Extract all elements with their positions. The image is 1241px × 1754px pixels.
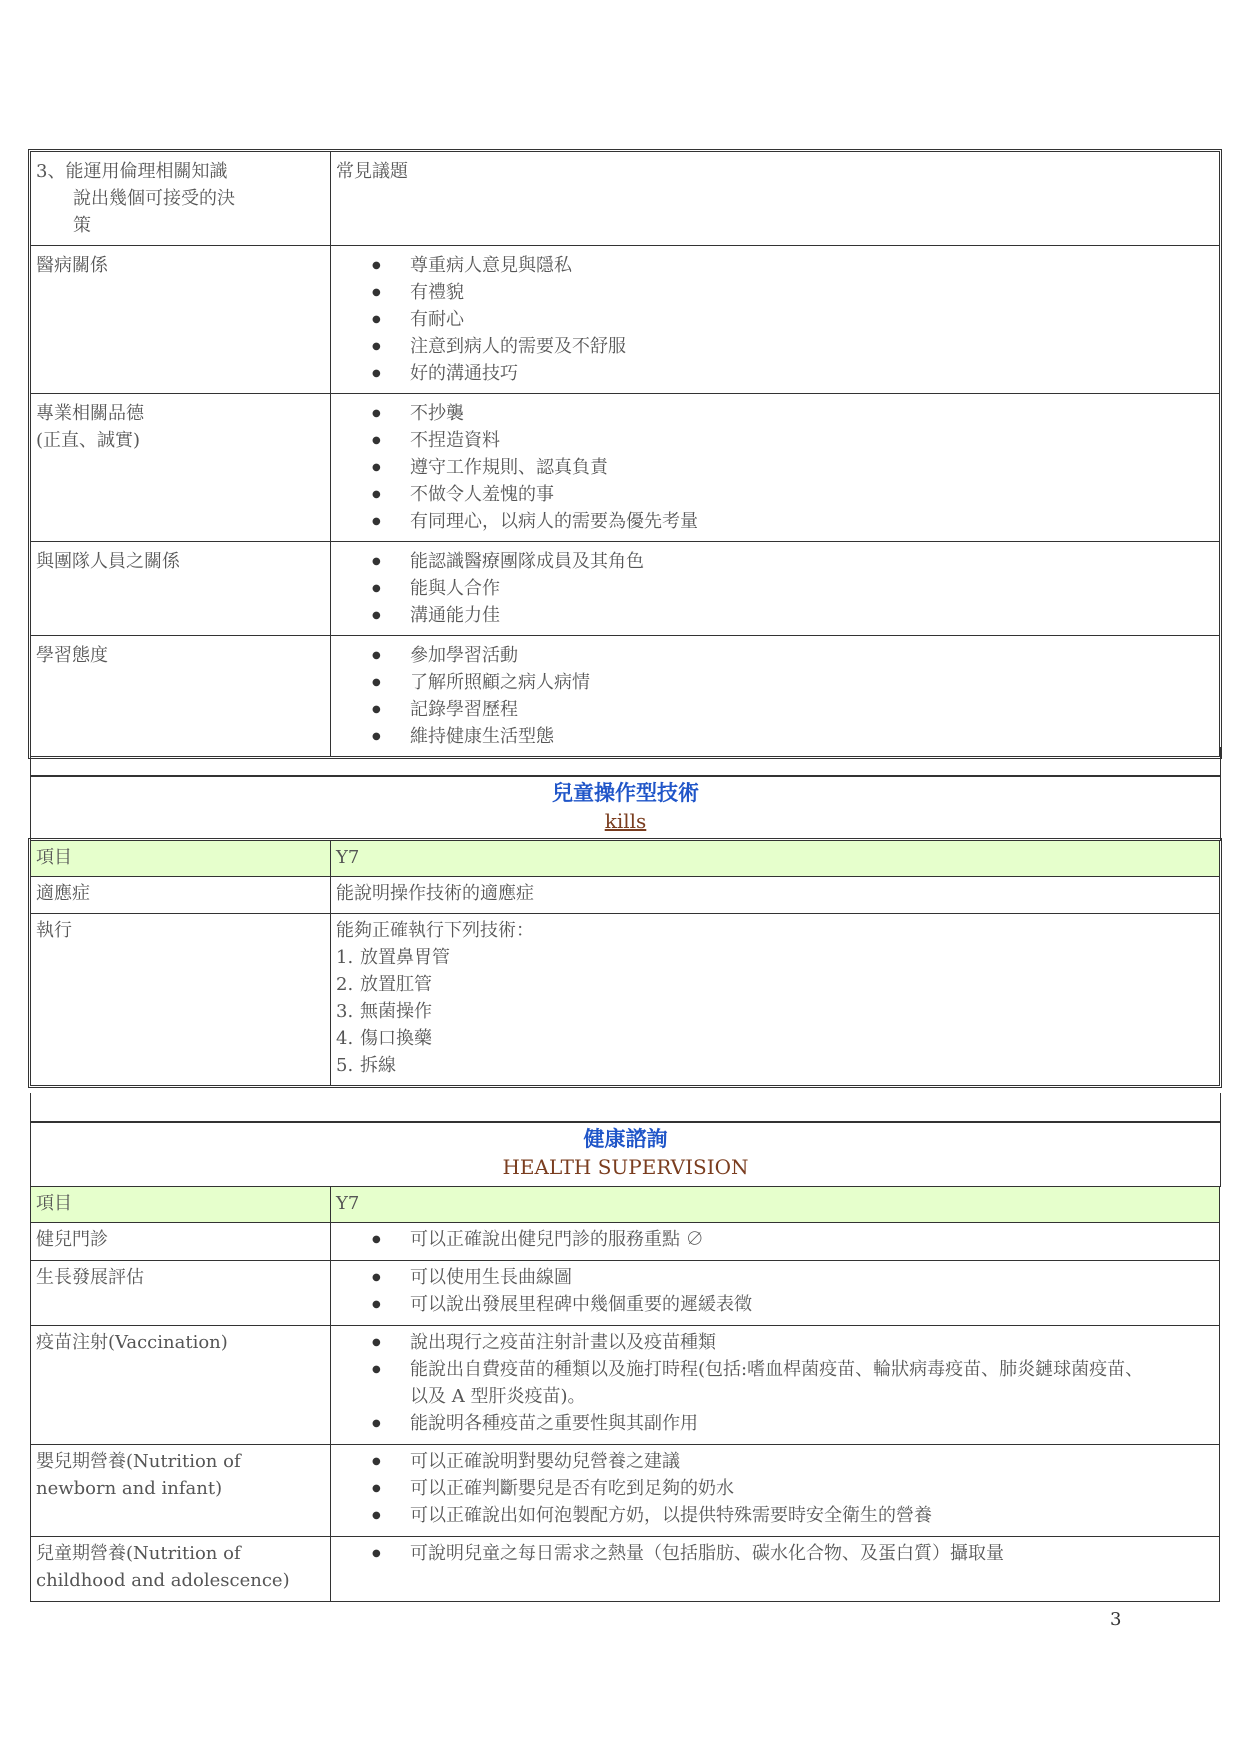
list-item: ● 不做令人羞愧的事	[410, 481, 1215, 508]
table-cell	[331, 1537, 1220, 1602]
cell-text: 能夠正確執行下列技術：	[336, 920, 534, 941]
list-item	[336, 1025, 1215, 1052]
table-cell	[31, 246, 331, 394]
cell-text: 說出幾個可接受的決	[73, 188, 235, 209]
table-cell	[331, 394, 1220, 542]
row-label: 生長發展評估	[31, 1261, 331, 1326]
table-row	[31, 877, 1220, 914]
table-cell	[331, 1445, 1220, 1537]
skills-section-heading	[30, 776, 1221, 841]
table-cell	[31, 636, 331, 757]
list-item: ● 不捏造資料	[410, 427, 1215, 454]
list-item: ● 能與人合作	[410, 575, 1215, 602]
list-text: 無菌操作	[360, 1001, 432, 1022]
skills-table	[30, 840, 1220, 1086]
table-row	[31, 246, 1220, 394]
list-item: ● 可以正確說出如何泡製配方奶，以提供特殊需要時安全衛生的營養	[410, 1502, 1215, 1529]
table-cell	[331, 1261, 1220, 1326]
list-text: 放置肛管	[360, 974, 432, 995]
row-label: 執行	[31, 914, 331, 1086]
row-label: 專業相關品德	[36, 403, 144, 424]
cell-text: 3、能運用倫理相關知識	[36, 161, 228, 182]
list-item	[336, 1052, 1215, 1079]
table-row	[31, 542, 1220, 636]
list-item: ● 有同理心，以病人的需要為優先考量	[410, 508, 1215, 535]
row-label: 醫病關係	[36, 255, 108, 276]
list-number: 3.	[336, 1001, 354, 1022]
list-item: ● 好的溝通技巧	[410, 360, 1215, 387]
list-item: ● 可以說出發展里程碑中幾個重要的遲緩表徵	[410, 1291, 1215, 1318]
list-item: ● 了解所照顧之病人病情	[410, 669, 1215, 696]
list-item: ● 記錄學習歷程	[410, 696, 1215, 723]
list-item	[336, 998, 1215, 1025]
section-spacer	[30, 1093, 1221, 1122]
cell-text: 能說明操作技術的適應症	[331, 877, 1220, 914]
table-row	[31, 1326, 1220, 1445]
row-label: 嬰兒期營養(Nutrition of	[36, 1451, 241, 1472]
list-text: 放置鼻胃管	[360, 947, 450, 968]
health-table	[30, 1186, 1220, 1602]
cell-text: 策	[73, 215, 91, 236]
header-cell: 項目	[31, 1187, 331, 1223]
list-number: 2.	[336, 974, 354, 995]
list-item: ● 溝通能力佳	[410, 602, 1215, 629]
list-item: ● 能說出自費疫苗的種類以及施打時程(包括:嗜血桿菌疫苗、輪狀病毒疫苗、肺炎鏈球菌疫苗、以及 A 型肝炎疫苗)。	[410, 1356, 1159, 1410]
list-item: ● 可說明兒童之每日需求之熱量（包括脂肪、碳水化合物、及蛋白質）攝取量	[410, 1540, 1215, 1567]
header-cell: Y7	[331, 841, 1220, 877]
bullet-list	[336, 1448, 1215, 1529]
list-item: ● 有禮貌	[410, 279, 1215, 306]
table-row	[31, 1261, 1220, 1326]
table-row	[31, 394, 1220, 542]
section-title: 健康諮詢	[583, 1127, 668, 1151]
list-item: ● 尊重病人意見與隱私	[410, 252, 1215, 279]
row-label: childhood and adolescence)	[36, 1570, 290, 1591]
list-item: ● 可以正確說出健兒門診的服務重點 ∅	[410, 1226, 1215, 1253]
list-number: 4.	[336, 1028, 354, 1049]
bullet-list	[336, 642, 1215, 750]
table-cell	[31, 542, 331, 636]
table-cell	[331, 636, 1220, 757]
list-item	[336, 971, 1215, 998]
table-row	[31, 914, 1220, 1086]
list-item: ● 參加學習活動	[410, 642, 1215, 669]
table-row	[31, 1537, 1220, 1602]
health-section-heading	[30, 1122, 1221, 1187]
list-item: ● 能說明各種疫苗之重要性與其副作用	[410, 1410, 1159, 1437]
row-label: 疫苗注射(Vaccination)	[31, 1326, 331, 1445]
table-header-row	[31, 841, 1220, 877]
row-label: 與團隊人員之關係	[36, 551, 180, 572]
cell-text: 常見議題	[336, 161, 408, 182]
bullet-list	[336, 1264, 1215, 1318]
list-number: 5.	[336, 1055, 354, 1076]
table-cell	[31, 1537, 331, 1602]
table-row	[31, 1445, 1220, 1537]
header-cell: Y7	[331, 1187, 1220, 1223]
row-label: newborn and infant)	[36, 1478, 223, 1499]
table-row	[31, 1223, 1220, 1261]
table-cell	[331, 246, 1220, 394]
table-cell	[331, 152, 1220, 246]
numbered-list	[336, 944, 1215, 1079]
list-item: ● 說出現行之疫苗注射計畫以及疫苗種類	[410, 1329, 1159, 1356]
table-header-row	[31, 1187, 1220, 1223]
section-title: 兒童操作型技術	[552, 781, 699, 805]
bullet-list	[336, 548, 1215, 629]
section-subtitle: kills	[604, 809, 647, 833]
row-label: (正直、誠實)	[36, 430, 141, 451]
table-cell	[331, 542, 1220, 636]
header-cell: 項目	[31, 841, 331, 877]
row-label: 健兒門診	[31, 1223, 331, 1261]
table-cell	[331, 914, 1220, 1086]
bullet-list	[336, 400, 1215, 535]
section-subtitle: HEALTH SUPERVISION	[502, 1155, 749, 1179]
list-item: ● 注意到病人的需要及不舒服	[410, 333, 1215, 360]
list-item: ● 可以正確說明對嬰幼兒營養之建議	[410, 1448, 1215, 1475]
table-cell	[31, 1445, 331, 1537]
table-cell	[31, 152, 331, 246]
bullet-list	[336, 1540, 1215, 1567]
row-label: 適應症	[31, 877, 331, 914]
table-row	[31, 636, 1220, 757]
list-item: ● 維持健康生活型態	[410, 723, 1215, 750]
list-item: ● 有耐心	[410, 306, 1215, 333]
list-item: ● 遵守工作規則、認真負責	[410, 454, 1215, 481]
table-row	[31, 152, 1220, 246]
ethics-table	[30, 151, 1220, 757]
list-item	[336, 944, 1215, 971]
bullet-list	[336, 252, 1215, 387]
list-item: ● 可以使用生長曲線圖	[410, 1264, 1215, 1291]
section-spacer	[30, 747, 1221, 776]
list-text: 傷口換藥	[360, 1028, 432, 1049]
table-cell	[31, 394, 331, 542]
row-label: 兒童期營養(Nutrition of	[36, 1543, 241, 1564]
table-cell	[331, 1223, 1220, 1261]
bullet-list	[336, 1226, 1215, 1253]
list-item: ● 不抄襲	[410, 400, 1215, 427]
table-cell	[331, 1326, 1220, 1445]
row-label: 學習態度	[36, 645, 108, 666]
bullet-list	[336, 1329, 1159, 1437]
list-text: 拆線	[360, 1055, 396, 1076]
list-item: ● 可以正確判斷嬰兒是否有吃到足夠的奶水	[410, 1475, 1215, 1502]
page-number: 3	[1110, 1609, 1122, 1630]
list-item: ● 能認識醫療團隊成員及其角色	[410, 548, 1215, 575]
list-number: 1.	[336, 947, 354, 968]
